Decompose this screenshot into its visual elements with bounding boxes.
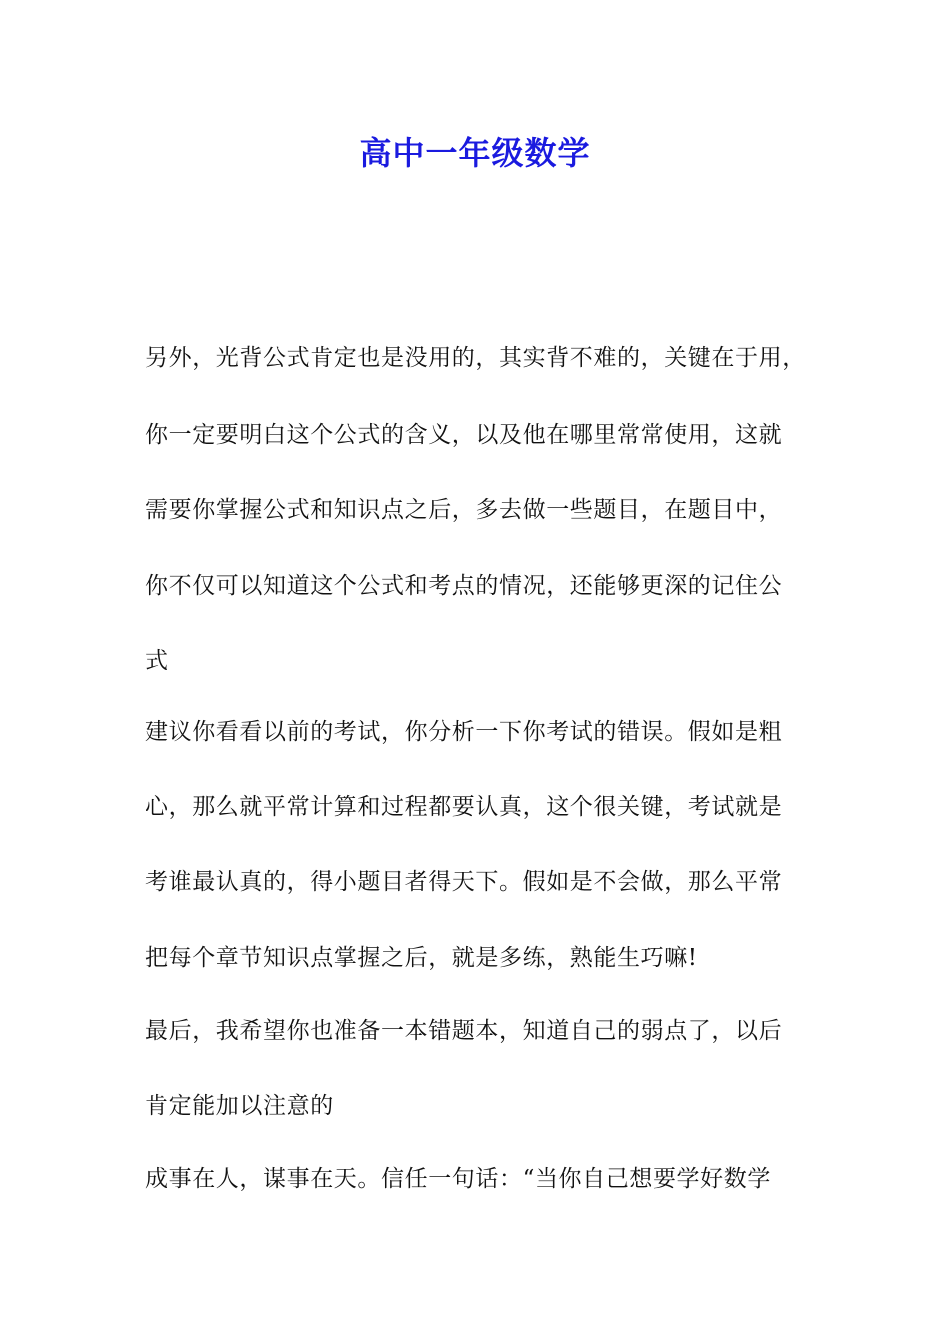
body-line: 考谁最认真的，得小题目者得天下。假如是不会做，那么平常 — [145, 869, 783, 895]
body-line: 另外，光背公式肯定也是没用的，其实背不难的，关键在于用， — [145, 345, 806, 371]
body-line: 把每个章节知识点掌握之后，就是多练，熟能生巧嘛! — [145, 945, 698, 971]
body-line: 肯定能加以注意的 — [145, 1093, 334, 1119]
body-line: 心，那么就平常计算和过程都要认真，这个很关键，考试就是 — [145, 794, 783, 820]
body-line: 你不仅可以知道这个公式和考点的情况，还能够更深的记住公 — [145, 573, 783, 599]
page-title: 高中一年级数学 — [359, 134, 591, 172]
body-line: 式 — [145, 648, 169, 674]
body-line: 需要你掌握公式和知识点之后，多去做一些题目，在题目中， — [145, 497, 783, 523]
body-line: 最后，我希望你也准备一本错题本，知道自己的弱点了，以后 — [145, 1018, 783, 1044]
body-line: 你一定要明白这个公式的含义，以及他在哪里常常使用，这就 — [145, 422, 783, 448]
body-line: 建议你看看以前的考试，你分析一下你考试的错误。假如是粗 — [145, 719, 783, 745]
body-line: 成事在人，谋事在天。信任一句话：“当你自己想要学好数学 — [145, 1166, 771, 1192]
